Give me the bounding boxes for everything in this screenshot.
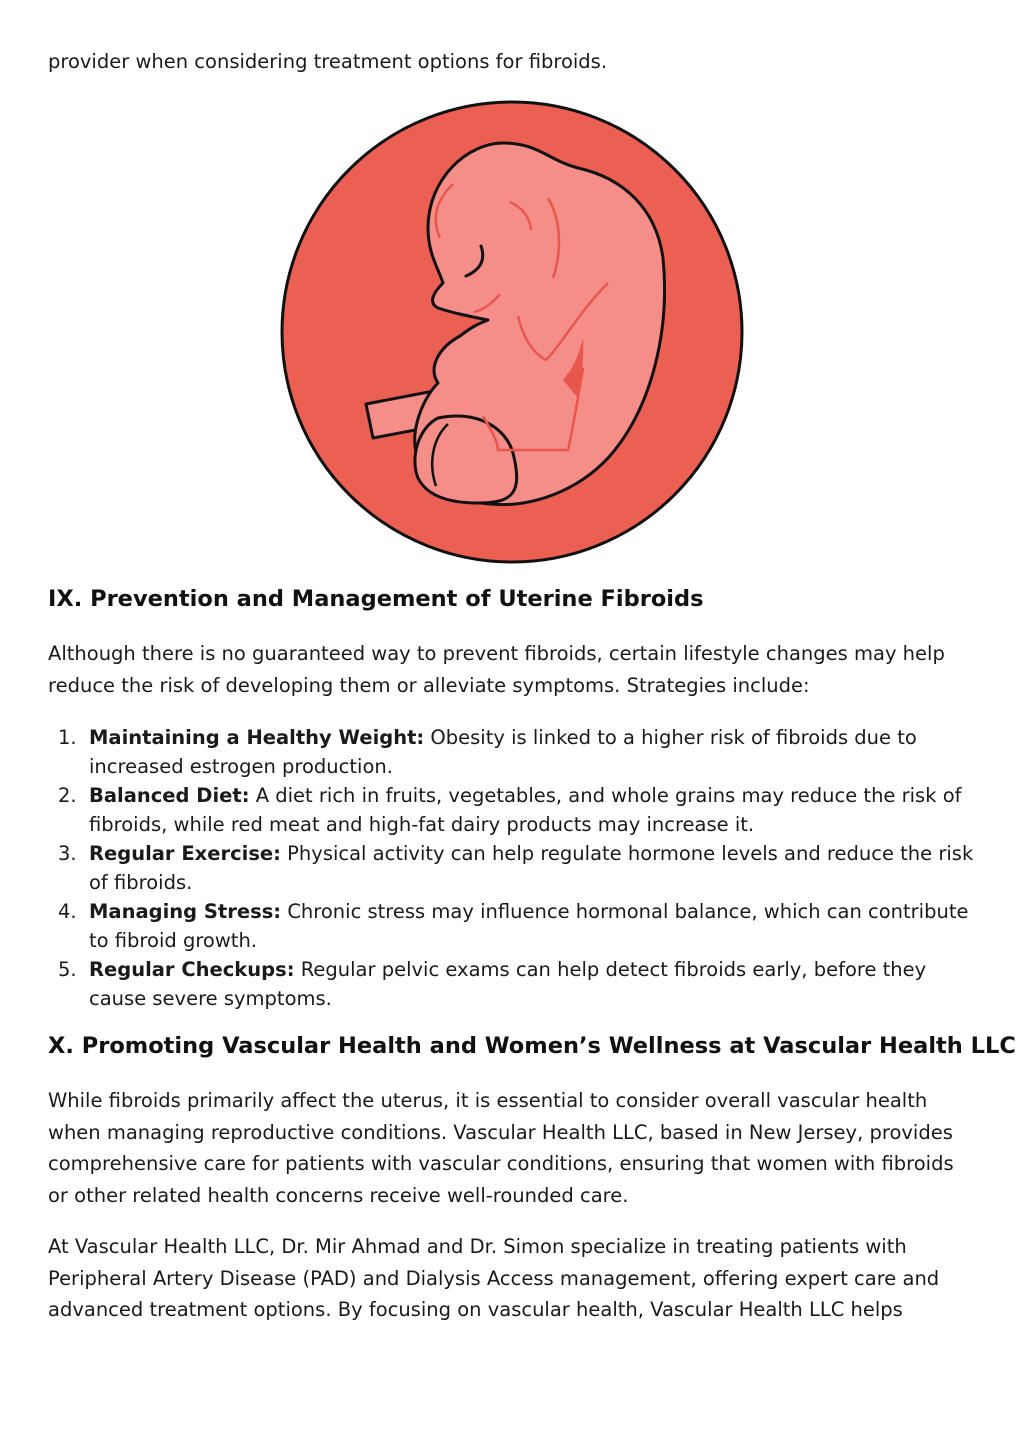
prevention-intro: Although there is no guaranteed way to prevent fibroids, certain lifestyle changes may help reduce the risk of developing them or alleviate symptoms. Strategies include: xyxy=(48,642,945,697)
list-item-title: Managing Stress: xyxy=(89,900,282,923)
list-number: 3. xyxy=(58,842,77,865)
list-item-title: Regular Checkups: xyxy=(89,958,295,981)
section-heading-prevention: IX. Prevention and Management of Uterine Fibroids xyxy=(48,586,704,612)
fetus-in-womb-icon xyxy=(278,98,746,566)
list-item xyxy=(48,839,978,897)
list-item-title: Maintaining a Healthy Weight: xyxy=(89,726,425,749)
list-item-text: Obesity is linked to a higher risk of fibroids due to increased estrogen production. xyxy=(89,726,917,778)
list-item-text: Regular pelvic exams can help detect fibroids early, before they cause severe symptoms. xyxy=(89,958,927,1010)
list-item xyxy=(48,781,978,839)
list-number: 2. xyxy=(58,784,77,807)
list-item-title: Balanced Diet: xyxy=(89,784,250,807)
section-heading-vascular: X. Promoting Vascular Health and Women’s Wellness at Vascular Health LLC xyxy=(48,1033,1016,1059)
list-number: 4. xyxy=(58,900,77,923)
list-item-text: A diet rich in fruits, vegetables, and whole grains may reduce the risk of fibroids, while red meat and high-fat dairy products may increase it. xyxy=(89,784,962,836)
list-item-text: Physical activity can help regulate hormone levels and reduce the risk of fibroids. xyxy=(89,842,974,894)
list-number: 1. xyxy=(58,726,77,749)
list-item xyxy=(48,955,978,1013)
list-item-text: Chronic stress may influence hormonal balance, which can contribute to fibroid growth. xyxy=(89,900,969,952)
list-item xyxy=(48,897,978,955)
vascular-paragraph-1: While fibroids primarily affect the uterus, it is essential to consider overall vascular health when managing reproductive conditions. Vascular Health LLC, based in New Jersey, provides comprehensive care for patients with vascular conditions, ensuring that women with fibroids or other related health concerns receive well-rounded care. xyxy=(48,1089,954,1207)
vascular-paragraph-2: At Vascular Health LLC, Dr. Mir Ahmad and Dr. Simon specialize in treating patients with Peripheral Artery Disease (PAD) and Dialysis Access management, offering expert care and advanced treatment options. By focusing on vascular health, Vascular Health LLC helps xyxy=(48,1235,940,1321)
list-item-title: Regular Exercise: xyxy=(89,842,281,865)
list-number: 5. xyxy=(58,958,77,981)
intro-text: provider when considering treatment options for fibroids. xyxy=(48,50,608,73)
strategies-list xyxy=(48,723,978,1013)
list-item xyxy=(48,723,978,781)
